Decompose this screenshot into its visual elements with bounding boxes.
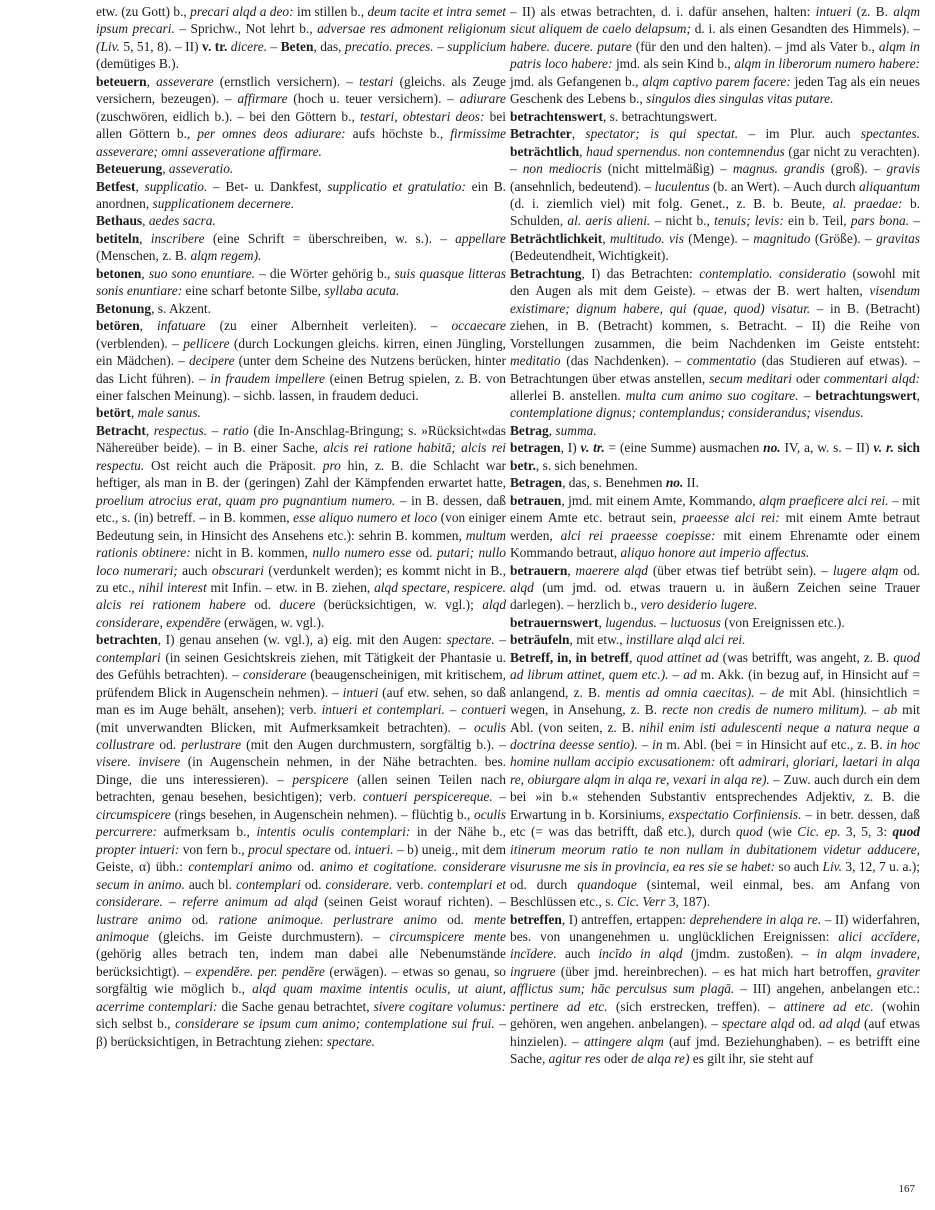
dictionary-entry: – II) als etwas betrachten, d. i. dafür ansehen, halten: intueri (z. B. alqm sicut aliquem de caelo delapsum; d. i. als einen Gesandten des Himmels). – habere. ducere. putare (für den und den halten). – jmd als Vater b., alqm in patris loco habere: jmd. als sein Kind b., alqm in liberorum numero habere: jmd. als Gefangenen b., alqm captivo parem facere: jeden Tag als ein neues Geschenk des Lebens b., singulos dies singulas vitas putare. [510, 4, 921, 107]
dictionary-entry: Beteuerung, asseveratio. [96, 161, 234, 177]
dictionary-entry: Betrag, summa. [510, 422, 597, 438]
dictionary-entry: betrachten, I) genau ansehen (w. vgl.), a) eig. mit den Augen: spectare. – contemplari (in seinen Gesichtskreis ziehen, mit Tätigkeit der Phantasie u. des Gefühls betrachten). – considerare (beaugenscheinigen, mit kritischem, prüfendem Blick in Augenschein nehmen). – intueri (auf etw. sehen, so daß man es im Auge behält, ansehen); verb. intueri et contemplari. – contueri (mit unverwandten Blicken, mit Aufmerksamkeit betrachten). – oculis collustrare od. perlustrare (mit den Augen durchmustern, sorgfältig b.). – visere. invisere (in Augenschein nehmen, in der Nähe betrachten. bes. Dinge, die uns interessieren). – perspicere (allen seinen Teilen nach betrachten, genau besehen, besichtigen); verb. contueri perspicereque. – circumspicere (rings besehen, in Augenschein nehmen). – flüchtig b., oculis percurrere: aufmerksam b., intentis oculis contemplari: in der Nähe b., propter intueri: von fern b., procul spectare od. intueri. – b) uneig., mit dem Geiste, α) übh.: contemplari animo od. animo et cogitatione. considerare secum in animo. auch bl. contemplari od. considerare. verb. contemplari et considerare. – referre animum ad alqd (seinen Geist worauf richten). – lustrare animo od. ratione animoque. perlustrare animo od. mente animoque (gleichs. im Geiste durchmustern). – circumspicere mente (gehörig alles betrach ten, indem man dabei alle Nebenumstände berücksichtigt). – expendĕre. per. pendĕre (erwägen). – etwas so genau, so sorgfältig wie möglich b., alqd quam maxime intentis oculis, ut aiunt, acerrime contemplari: die Sache genau betrachtet, sivere cogitare volumus: sich selbst b., considerare se ipsum cum animo; contemplatione sui frui. – β) berücksichtigen, in Betrachtung ziehen: spectare. [96, 632, 507, 1049]
dictionary-entry: betrachtenswert, s. betrachtungswert. [510, 108, 718, 124]
dictionary-entry: betrauern, maerere alqd (über etwas tief betrübt sein). – lugere alqm od. alqd (um jmd. od. etwas trauern u. in äußern Zeichen seine Trauer darlegen). – herzlich b., vero desiderio lugere. [510, 562, 920, 613]
dictionary-entry: betragen, I) v. tr. = (eine Summe) ausmachen no. IV, a, w. s. – II) v. r. sich betr., s. sich benehmen. [510, 440, 920, 473]
dictionary-entry: betört, male sanus. [96, 405, 201, 421]
dictionary-entry: betören, infatuare (zu einer Albernheit verleiten). – occaecare (verblenden). – pellicere (durch Lockungen gleichs. kirren, einen Jüngling, ein Mädchen). – decipere (unter dem Scheine des Nutzens berücken, hinter das Licht führen). – in fraudem impellere (einen Betrug spielen, z. B. von einer falschen Meinung). – sichb. lassen, in fraudem deduci. [96, 318, 507, 403]
dictionary-entry: betiteln, inscribere (eine Schrift = überschreiben, w. s.). – appellare (Menschen, z. B. alqm regem). [96, 230, 506, 264]
right-column [510, 3, 920, 1068]
dictionary-entry: betrauen, jmd. mit einem Amte, Kommando, alqm praeficere alci rei. – mit einem Amte etc. betraut sein, praeesse alci rei: mit einem Amte betraut werden, alci rei praeesse coepisse: mit einem Ehrenamte oder einem Kommando betraut, aliquo honore aut imperio affectus. [510, 492, 920, 561]
dictionary-entry: betrauernswert, lugendus. – luctuosus (von Ereignissen etc.). [510, 614, 845, 630]
dictionary-entry: Betragen, das, s. Benehmen no. II. [510, 475, 699, 491]
dictionary-entry: Betonung, s. Akzent. [96, 300, 211, 316]
page-number: 167 [898, 1183, 915, 1195]
dictionary-entry: betreffen, I) antreffen, ertappen: deprehendere in alqa re. – II) widerfahren, bes. von unangenehmen u. unglücklichen Ereignissen: alici accĭdere, incĭdere. auch incĭdo in alqd (jmdm. zustoßen). – in alqm invadere, ingruere (über jmd. hereinbrechen). – es hat mich hart betroffen, graviter afflictus sum; hāc perculsus sum plagā. – III) angehen, anbelangen etc.: pertinere ad etc. (sich erstrecken, treffen). – attinere ad etc. (wohin gehören, wen angehen. anbelangen). – spectare alqd od. ad alqd (auf etwas hinzielen). – attingere alqm (auf jmd. Beziehunghaben). – es betrifft eine Sache, agitur res oder de alqa re) es gilt ihr, sie steht auf [510, 911, 920, 1067]
dictionary-entry: beträufeln, mit etw., instillare alqd alci rei. [510, 632, 746, 648]
dictionary-entry: Betrachter, spectator; is qui spectat. – im Plur. auch spectantes. beträchtlich, haud spernendus. non contemnendus (gar nicht zu verachten). – non mediocris (nicht mittelmäßig) – magnus. grandis (groß). – gravis (ansehnlich, bedeutend). – luculentus (b. an Wert). – Auch durch aliquantum (d. i. ziemlich viel) mit folg. Genet., z. B. b. Beute, al. praedae: b. Schulden, al. aeris alieni. – nicht b., tenuis; levis: ein b. Teil, pars bona. – Beträchtlichkeit, multitudo. vis (Menge). – magnitudo (Größe). – gravitas (Bedeutendheit, Wichtigkeit). [510, 126, 921, 264]
dictionary-entry: Betfest, supplicatio. – Bet- u. Dankfest, supplicatio et gratulatio: ein B. anordnen, supplicationem decernere. [96, 178, 506, 211]
left-column [96, 3, 506, 1050]
dictionary-entry: Bethaus, aedes sacra. [96, 213, 216, 229]
dictionary-entry: betonen, suo sono enuntiare. – die Wörter gehörig b., suis quasque litteras sonis enuntiare: eine scharf betonte Silbe, syllaba acuta. [96, 265, 507, 299]
dictionary-entry: Betrachtung, I) das Betrachten: contemplatio. consideratio (sowohl mit den Augen als mit dem Geiste). – etwas der B. wert halten, visendum existimare; dignum habere, qui (quae, quod) visatur. – in B. (Betracht) ziehen, in B. (Betracht) kommen, s. Betracht. – II) die Reihe von Vorstellungen zusammen, die beim Nachdenken im Geiste entsteht: meditatio (das Nachdenken). – commentatio (das Studieren auf etwas). – Betrachtungen über etwas anstellen, secum meditari oder commentari alqd: allerlei B. anstellen. multa cum animo suo cogitare. – betrachtungswert, contemplatione dignus; contemplandus; considerandus; visendus. [510, 265, 920, 421]
dictionary-entry: Betreff, in, in betreff, quod attinet ad (was betrifft, was angeht, z. B. quod ad librum attinet, quem etc.). – ad m. Akk. (in bezug auf, in Hinsicht auf = anlangend, z. B. mentis ad omnia caecitas). – de mit Abl. (hinsichtlich = wegen, in Ansehung, z. B. recte non credis de numero militum). – ab mit Abl. (von seiten, z. B. nihil enim isti adulescenti neque a natura neque a doctrina deesse sentio). – in m. Abl. (bei = in Hinsicht auf etc., z. B. in hoc homine nullam accipio excusationem: oft admirari, gloriari, laetari in alqa re, obiurgare alqm in alqa re, vexari in alqa re). – Zuw. auch durch ein dem bei »in b.« stehenden Substantiv entsprechendes Adjektiv, z. B. die Erwartung in b. Korsiniums, exspectatio Corfiniensis. – in betr. dessen, daß etc (= was das betrifft, daß etc.), durch quod (wie Cic. ep. 3, 5, 3: quod itinerum meorum ratio te non nullam in dubitationem videtur adducere, visurusne me sis in provincia, ea res sie se habet: so auch Liv. 3, 12, 7 u. a.); od. durch quandoque (sintemal, weil einmal, bes. am Anfang von Beschlüssen etc., s. Cic. Verr 3, 187). [510, 649, 921, 910]
dictionary-entry: etw. (zu Gott) b., precari alqd a deo: im stillen b., deum tacite et intra semet ipsum precari. – Sprichw., Not lehrt b., adversae res admonent religionum (Liv. 5, 51, 8). – II) v. tr. dicere. – Beten, das, precatio. preces. – supplicium (demütiges B.). [96, 4, 507, 72]
dictionary-entry: Betracht, respectus. – ratio (die In-Anschlag-Bringung; s. »Rücksicht«das Nähereüber beide). – in B. einer Sache, alcis rei ratione habitā; alcis rei respectu. Ost reicht auch die Präposit. pro hin, z. B. die Schlacht war heftiger, als man in B. der (geringen) Zahl der Kämpfenden erwartet hatte, proelium atrocius erat, quam pro pugnantium numero. – in B. dessen, daß etc., s. (in) betreff. – in B. kommen, esse aliquo numero et loco (von einiger Bedeutung sein, in Hinsicht des Ansehens etc.): sehrin B. kommen, multum rationis obtinere: nicht in B. kommen, nullo numero esse od. putari; nullo loco numerari; auch obscurari (verdunkelt werden); es kommt nicht in B., zu etc., nihil interest mit Infin. – etw. in B. ziehen, alqd spectare, respicere. alcis rei rationem habere od. ducere (berücksichtigen, w. vgl.); alqd considerare, expendĕre (erwägen, w. vgl.). [96, 422, 507, 630]
dictionary-entry: beteuern, asseverare (ernstlich versichern). – testari (gleichs. als Zeuge versichern, bezeugen). – affirmare (hoch u. teuer versichern). – adiurare (zuschwören, eidlich b.). – bei den Göttern b., testari, obtestari deos: bei allen Göttern b., per omnes deos adiurare: aufs höchste b., firmissime asseverare; omni asseveratione affirmare. [96, 73, 506, 159]
